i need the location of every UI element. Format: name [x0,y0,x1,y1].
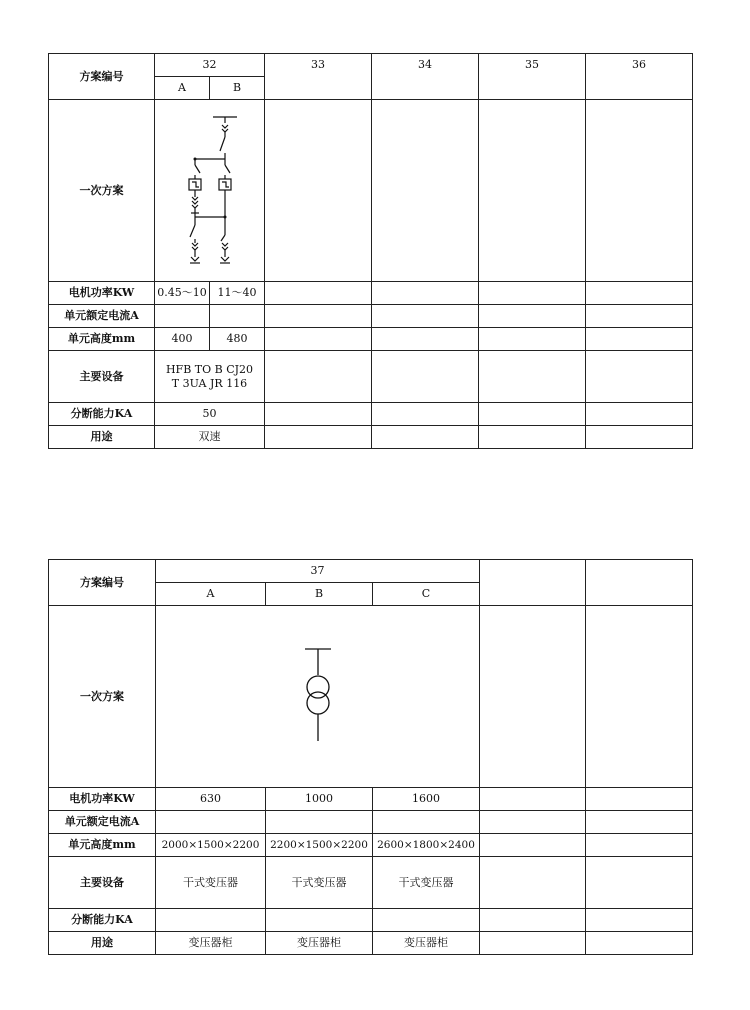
circuit-diagram-32 [155,100,265,282]
unit-height-b: 2200×1500×2200 [266,834,373,857]
scheme-table-37 [48,559,693,955]
scheme-no-37: 37 [156,560,480,583]
label-scheme-no: 方案编号 [49,54,155,100]
scheme-no-33: 33 [265,54,372,100]
label-breaking: 分断能力KA [49,909,156,932]
sub-col-b: B [210,77,265,100]
motor-power-b: 1000 [266,788,373,811]
circuit-diagram-37 [156,606,480,788]
circuit-diagram-34 [372,100,479,282]
usage-c: 变压器柜 [373,932,480,955]
label-scheme-no: 方案编号 [49,560,156,606]
circuit-diagram-36 [586,100,693,282]
unit-height-b: 480 [210,328,265,351]
label-unit-height: 单元高度mm [49,328,155,351]
usage-b: 变压器柜 [266,932,373,955]
equipment-line-2: T 3UA JR 116 [171,376,248,390]
sub-col-a: A [155,77,210,100]
scheme-no-32: 32 [155,54,265,77]
label-usage: 用途 [49,932,156,955]
sub-col-c: C [373,583,480,606]
unit-height-a: 400 [155,328,210,351]
two-speed-motor-circuit-icon [155,101,265,281]
usage-32: 双速 [155,426,265,449]
unit-height-c: 2600×1800×2400 [373,834,480,857]
label-motor-power: 电机功率KW [49,788,156,811]
scheme-table-32-36 [48,53,693,449]
sub-col-a: A [156,583,266,606]
label-rated-current: 单元额定电流A [49,305,155,328]
transformer-icon [156,607,476,787]
label-usage: 用途 [49,426,155,449]
equipment-c: 干式变压器 [373,857,480,909]
equipment-line-1: HFB TO B CJ20 [165,362,254,376]
label-motor-power: 电机功率KW [49,282,155,305]
motor-power-a: 0.45～10 [155,282,210,305]
label-equipment: 主要设备 [49,857,156,909]
scheme-no-34: 34 [372,54,479,100]
motor-power-a: 630 [156,788,266,811]
equipment-32 [155,351,265,403]
label-primary: 一次方案 [49,606,156,788]
circuit-diagram-33 [265,100,372,282]
label-primary: 一次方案 [49,100,155,282]
label-unit-height: 单元高度mm [49,834,156,857]
breaking-32: 50 [155,403,265,426]
label-equipment: 主要设备 [49,351,155,403]
sub-col-b: B [266,583,373,606]
equipment-b: 干式变压器 [266,857,373,909]
unit-height-a: 2000×1500×2200 [156,834,266,857]
motor-power-c: 1600 [373,788,480,811]
equipment-a: 干式变压器 [156,857,266,909]
label-rated-current: 单元额定电流A [49,811,156,834]
circuit-diagram-35 [479,100,586,282]
label-breaking: 分断能力KA [49,403,155,426]
scheme-no-35: 35 [479,54,586,100]
motor-power-b: 11～40 [210,282,265,305]
scheme-no-36: 36 [586,54,693,100]
usage-a: 变压器柜 [156,932,266,955]
